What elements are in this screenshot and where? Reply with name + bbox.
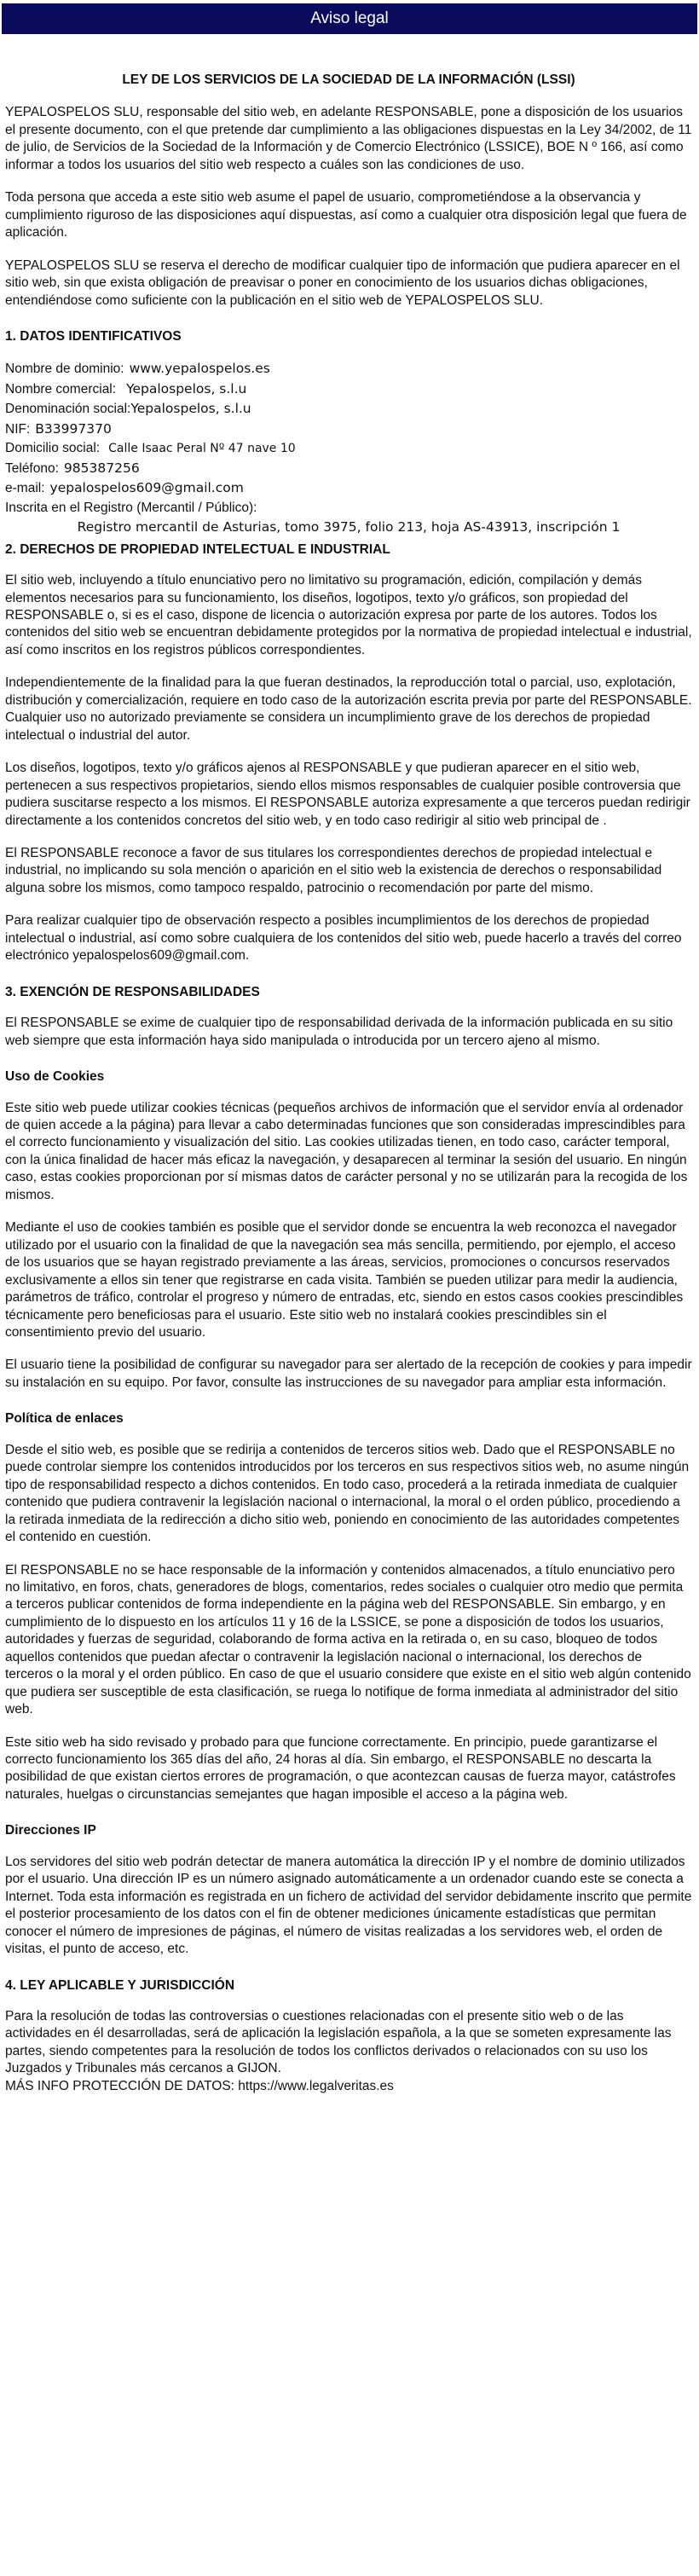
ip-rights-paragraph: Independientemente de la finalidad para la que fueran destinados, la reproducción total o parcial, uso, explotación, distribución y comercialización, requiere en todo caso de la autorización escrita previa por parte del RESPONSABLE. Cualquier uso no autorizado previamente se considera un incumplimiento grave de los derechos de propiedad intelectual o industrial del autor. xyxy=(5,675,692,743)
intro-paragraph: Toda persona que acceda a este sitio web asume el papel de usuario, comprometiéndose a la observancia y cumplimiento riguroso de las disposiciones aquí dispuestas, así como a cualquier otra disposición legal que fuera de aplicación. xyxy=(5,190,687,240)
identification-data xyxy=(5,359,692,537)
cookies-paragraph: Este sitio web puede utilizar cookies técnicas (pequeños archivos de información que el servidor envía al ordenador de quien accede a la página) para llevar a cabo determinadas funciones que son consideradas imprescindibles para el correcto funcionamiento y visualización del sitio. Las cookies utilizadas tienen, en todo caso, carácter temporal, con la única finalidad de hacer más eficaz la navegación, y desaparecen al terminar la sesión del usuario. En ningún caso, estas cookies proporcionan por sí mismas datos de carácter personal y no se utilizarán para la recogida de los mismos. xyxy=(5,1100,688,1202)
id-value: 985387256 xyxy=(63,460,140,476)
section-heading-ip-addresses: Direcciones IP xyxy=(5,1823,96,1838)
ip-rights-paragraph: El sitio web, incluyendo a título enunciativo pero no limitativo su programación, edición, compilación y demás elementos necesarios para su funcionamiento, los diseños, logotipos, texto y/o gráficos, son propiedad del RESPONSABLE o, si es el caso, dispone de licencia o autorización expresa por parte de los autores. Todos los contenidos del sitio web se encuentran debidamente protegidos por la normativa de propiedad intelectual e industrial, así como inscritos en los registros públicos correspondientes. xyxy=(5,573,692,657)
liability-paragraph: El RESPONSABLE se exime de cualquier tipo de responsabilidad derivada de la información publicada en su sitio web siempre que esta información haya sido manipulada o introducida por un tercero ajeno al mismo. xyxy=(5,1016,673,1048)
id-row-address xyxy=(5,439,692,458)
section-heading-liability: 3. EXENCIÓN DE RESPONSABILIDADES xyxy=(5,984,260,999)
page-title: Aviso legal xyxy=(2,3,697,34)
legal-notice-content xyxy=(0,72,699,2095)
section-heading-links: Política de enlaces xyxy=(5,1411,124,1427)
id-value: Yepalospelos, s.l.u xyxy=(126,380,247,397)
id-row-trade-name xyxy=(5,379,692,399)
section-heading-jurisdiction: 4. LEY APLICABLE Y JURISDICCIÓN xyxy=(5,1977,235,1993)
id-row-phone xyxy=(5,459,692,478)
id-label: e-mail: xyxy=(5,481,45,496)
id-label: NIF: xyxy=(5,421,31,437)
id-label: Denominación social: xyxy=(5,402,131,417)
jurisdiction-paragraph: Para la resolución de todas las controversias o cuestiones relacionadas con el presente sitio web o de las actividades en él desarrolladas, será de aplicación la legislación española, a la que se someten expresamente las partes, siendo competentes para la resolución de todos los conflictos derivados o relacionados con su uso los Juzgados y Tribunales más cercanos a GIJON. xyxy=(5,2009,672,2076)
intro-paragraph: YEPALOSPELOS SLU se reserva el derecho de modificar cualquier tipo de información que pudiera aparecer en el sitio web, sin que exista obligación de preavisar o poner en conocimiento de los usuarios dichas obligaciones, entendiéndose como suficiente con la publicación en el sitio web de YEPALOSPELOS SLU. xyxy=(5,258,680,308)
id-value: Calle Isaac Peral Nº 47 nave 10 xyxy=(108,442,296,456)
id-label: Nombre comercial: xyxy=(5,381,117,397)
section-heading-identification: 1. DATOS IDENTIFICATIVOS xyxy=(5,328,182,344)
id-value: www.yepalospelos.es xyxy=(129,361,270,377)
id-value: yepalospelos609@gmail.com xyxy=(49,480,244,496)
id-value: Yepalospelos, s.l.u xyxy=(130,401,251,417)
id-row-domain xyxy=(5,359,692,379)
links-paragraph: Desde el sitio web, es posible que se redirija a contenidos de terceros sitios web. Dado que el RESPONSABLE no puede controlar siempre los contenidos introducidos por los terceros en sus respectivos sitios web, no asume ningún tipo de responsabilidad respecto a dichos contenidos. En todo caso, procederá a la retirada inmediata de cualquier contenido que pudiera contravenir la legislación nacional o internacional, la moral o el orden público, procediendo a la retirada inmediata de la redirección a dicho sitio web, poniendo en conocimiento de las autoridades competentes el contenido en cuestión. xyxy=(5,1442,690,1545)
id-row-registry xyxy=(5,499,692,518)
id-label: Nombre de dominio: xyxy=(5,362,124,377)
cookies-paragraph: El usuario tiene la posibilidad de configurar su navegador para ser alertado de la recepción de cookies y para impedir su instalación en su equipo. Por favor, consulte las instrucciones de su navegador para ampliar esta información. xyxy=(5,1357,692,1390)
ip-addresses-paragraph: Los servidores del sitio web podrán detectar de manera automática la dirección IP y el nombre de dominio utilizados por el usuario. Una dirección IP es un número asignado automáticamente a un ordenador cuando este se conecta a Internet. Toda esta información es registrada en un fichero de actividad del servidor debidamente inscrito que permite el posterior procesamiento de los datos con el fin de obtener mediciones únicamente estadísticas que permitan conocer el número de impresiones de páginas, el número de visitas realizadas a los servidores web, el orden de visitas, el punto de acceso, etc. xyxy=(5,1854,692,1957)
ip-rights-paragraph: Los diseños, logotipos, texto y/o gráficos ajenos al RESPONSABLE y que pudieran aparecer en el sitio web, pertenecen a sus respectivos propietarios, siendo ellos mismos responsables de cualquier posible controversia que pudiera suscitarse respecto a los mismos. El RESPONSABLE autoriza expresamente a que terceros puedan redirigir directamente a los contenidos concretos del sitio web, y en todo caso redirigir al sitio web principal de . xyxy=(5,761,690,828)
section-heading-cookies: Uso de Cookies xyxy=(5,1069,105,1085)
id-row-nif xyxy=(5,420,692,439)
ip-rights-paragraph: El RESPONSABLE reconoce a favor de sus titulares los correspondientes derechos de propiedad intelectual e industrial, no implicando su sola mención o aparición en el sitio web la existencia de derechos o responsabilidad alguna sobre los mismos, como tampoco respaldo, patrocinio o recomendación por parte del mismo. xyxy=(5,846,662,895)
id-row-registry-value xyxy=(5,518,692,537)
ip-rights-paragraph: Para realizar cualquier tipo de observación respecto a posibles incumplimientos de los derechos de propiedad intelectual o industrial, así como sobre cualquiera de los contenidos del sitio web, puede hacerlo a través del correo electrónico yepalospelos609@gmail.com. xyxy=(5,913,682,964)
id-row-company-name xyxy=(5,399,692,419)
data-protection-info: MÁS INFO PROTECCIÓN DE DATOS: https://www.legalveritas.es xyxy=(5,2078,394,2093)
id-label: Domicilio social: xyxy=(5,441,101,456)
id-label: Inscrita en el Registro (Mercantil / Público): xyxy=(5,500,257,515)
section-heading-intellectual-property: 2. DERECHOS DE PROPIEDAD INTELECTUAL E INDUSTRIAL xyxy=(5,541,390,557)
id-row-email xyxy=(5,478,692,498)
registry-value: Registro mercantil de Asturias, tomo 3975, folio 213, hoja AS-43913, inscripción 1 xyxy=(77,519,621,535)
links-paragraph: El RESPONSABLE no se hace responsable de la información y contenidos almacenados, a título enunciativo pero no limitativo, en foros, chats, generadores de blogs, comentarios, redes sociales o cualquier otro medio que permita a terceros publicar contenidos de forma independiente en la página web del RESPONSABLE. Sin embargo, y en cumplimiento de lo dispuesto en los artículos 11 y 16 de la LSSICE, se pone a disposición de todos los usuarios, autoridades y fuerzas de seguridad, colaborando de forma activa en la retirada o, en su caso, bloqueo de todos aquellos contenidos que puedan afectar o contravenir la legislación nacional o internacional, los derechos de terceros o la moral y el orden público. En caso de que el usuario considere que existe en el sitio web algún contenido que pudiera ser susceptible de esta clasificación, se ruega lo notifique de forma inmediata al administrador del sitio web. xyxy=(5,1562,691,1717)
document-heading: LEY DE LOS SERVICIOS DE LA SOCIEDAD DE LA INFORMACIÓN (LSSI) xyxy=(122,72,575,87)
id-value: B33997370 xyxy=(35,420,112,437)
cookies-paragraph: Mediante el uso de cookies también es posible que el servidor donde se encuentra la web reconozca el navegador utilizado por el usuario con la finalidad de que la navegación sea más sencilla, permitiendo, por ejemplo, el acceso de los usuarios que se hayan registrado previamente a las áreas, servicios, promociones o concursos reservados exclusivamente a ellos sin tener que registrarse en cada visita. También se pueden utilizar para medir la audiencia, parámetros de tráfico, controlar el progreso y número de entradas, etc, siendo en estos casos cookies prescindibles técnicamente pero beneficiosas para el usuario. Este sitio web no instalará cookies prescindibles sin el consentimiento previo del usuario. xyxy=(5,1220,684,1340)
intro-paragraph: YEPALOSPELOS SLU, responsable del sitio web, en adelante RESPONSABLE, pone a disposición de los usuarios el presente documento, con el que pretende dar cumplimiento a las obligaciones dispuestas en la Ley 34/2002, de 11 de julio, de Servicios de la Sociedad de la Información y de Comercio Electrónico (LSSICE), BOE N º 166, así como informar a todos los usuarios del sitio web respecto a cuáles son las condiciones de uso. xyxy=(5,105,692,172)
links-paragraph: Este sitio web ha sido revisado y probado para que funcione correctamente. En principio, puede garantizarse el correcto funcionamiento los 365 días del año, 24 horas al día. Sin embargo, el RESPONSABLE no descarta la posibilidad de que existan ciertos errores de programación, o que acontezcan causas de fuerza mayor, catástrofes naturales, huelgas o circunstancias semejantes que hagan imposible el acceso a la página web. xyxy=(5,1734,676,1802)
id-label: Teléfono: xyxy=(5,460,59,476)
